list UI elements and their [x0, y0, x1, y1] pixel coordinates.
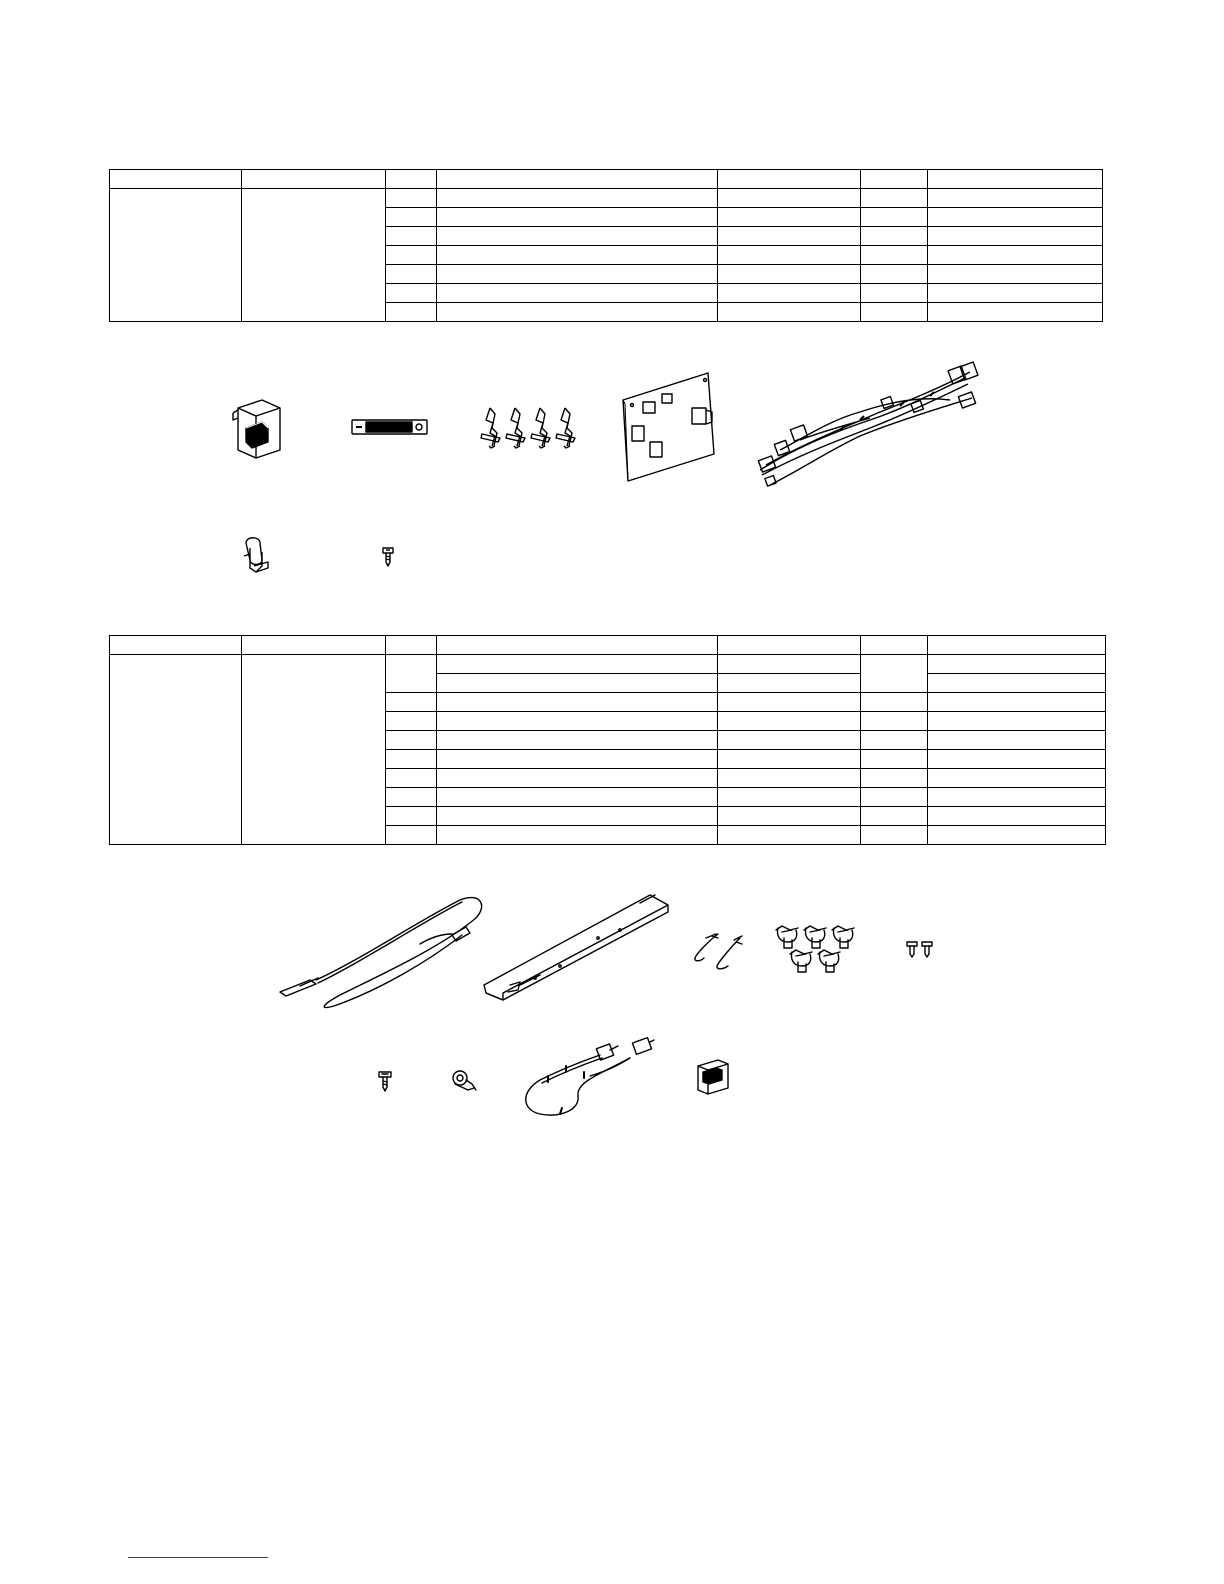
- pcb-support-pins-icon: [481, 408, 575, 448]
- screw-icon: [383, 548, 393, 566]
- table-cell: [242, 189, 386, 322]
- table-header-row: [110, 170, 1103, 189]
- circuit-board-icon: [623, 373, 714, 481]
- header-cell: [861, 170, 928, 189]
- table-cell: [242, 655, 386, 845]
- header-cell: [242, 170, 386, 189]
- rocker-switch-icon: [233, 400, 280, 458]
- wire-harness-icon: [758, 362, 978, 486]
- header-cell: [242, 636, 386, 655]
- screws-pair-icon: [907, 942, 932, 957]
- header-cell: [437, 636, 718, 655]
- wire-clamp-icon: [244, 538, 268, 572]
- header-cell: [437, 170, 718, 189]
- header-cell: [861, 636, 928, 655]
- hooks-icon: [695, 934, 742, 969]
- parts-table-1: [109, 169, 1103, 322]
- header-cell: [928, 636, 1106, 655]
- header-cell: [386, 636, 437, 655]
- header-cell: [110, 170, 242, 189]
- header-cell: [110, 636, 242, 655]
- mounting-plate-icon: [484, 895, 668, 1000]
- header-cell: [718, 170, 861, 189]
- table-header-row: [110, 636, 1106, 655]
- header-cell: [386, 170, 437, 189]
- illustration-group-1: [0, 340, 1224, 590]
- sensor-cable-icon: [280, 898, 482, 1008]
- header-cell: [928, 170, 1103, 189]
- screw-icon: [379, 1072, 391, 1091]
- table-row: [110, 189, 1103, 208]
- bracket-plate-icon: [352, 420, 427, 434]
- harness-cable-icon: [526, 1038, 654, 1115]
- parts-table-2: [109, 635, 1106, 845]
- header-cell: [718, 636, 861, 655]
- harness-clamp-icon: [453, 1071, 476, 1090]
- illustration-group-2: [0, 880, 1224, 1140]
- cable-clips-icon: [776, 926, 854, 972]
- table-cell: [110, 655, 242, 845]
- table-row: [110, 655, 1106, 674]
- table-cell: [110, 189, 242, 322]
- footer-link[interactable]: [128, 1557, 268, 1558]
- ferrite-core-icon: [698, 1060, 728, 1094]
